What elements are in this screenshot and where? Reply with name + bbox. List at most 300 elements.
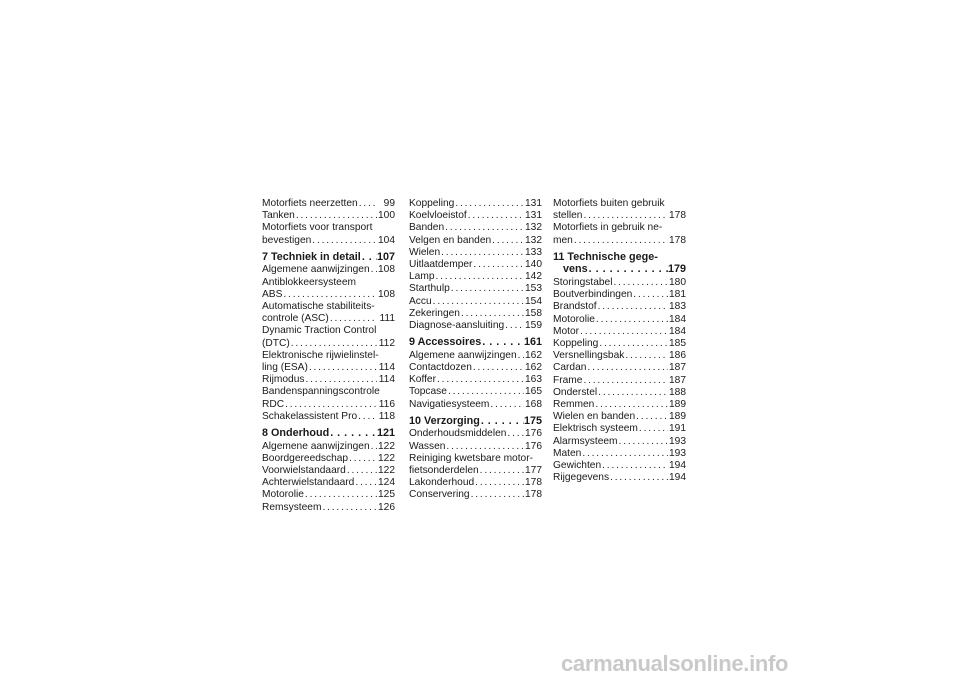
dot-leader (436, 374, 524, 386)
dot-leader (594, 399, 668, 411)
toc-entry[interactable] (409, 489, 542, 501)
dot-leader (346, 465, 377, 477)
toc-page-number: 162 (525, 349, 542, 361)
dot-leader (595, 314, 668, 326)
toc-entry-title: 7 Techniek in detail (262, 250, 361, 263)
toc-entry-title: Schakelassistent Pro (262, 410, 358, 422)
toc-column-3 (553, 198, 686, 484)
dot-leader (304, 489, 377, 501)
toc-entry[interactable] (262, 441, 395, 453)
toc-page-number: 104 (378, 234, 395, 246)
toc-entry-row (262, 338, 395, 350)
toc-page-number: 126 (378, 501, 395, 513)
toc-entry-title: Motorolie (262, 489, 304, 501)
dot-leader (304, 374, 377, 386)
toc-page-number: 121 (377, 427, 396, 440)
toc-page-number: 183 (669, 301, 686, 313)
toc-entry-row (409, 296, 542, 308)
toc-entry-title: Motorolie (553, 313, 595, 325)
toc-page-number: 187 (669, 362, 686, 374)
toc-entry-row (262, 210, 395, 222)
toc-entry-row (409, 271, 542, 283)
toc-entry[interactable] (553, 338, 686, 350)
toc-entry-row (262, 399, 395, 411)
toc-entry[interactable] (262, 210, 395, 222)
toc-entry[interactable] (262, 301, 395, 325)
toc-page-number: 194 (669, 460, 686, 472)
toc-entry[interactable] (262, 502, 395, 514)
toc-entry-title: vens (563, 263, 588, 276)
toc-page-number: 187 (669, 374, 686, 386)
toc-page-number: 178 (669, 234, 686, 246)
toc-entry-row (409, 489, 542, 501)
toc-entry-title: Boordgereedschap (262, 452, 349, 464)
toc-entry-title: Boutverbindingen (553, 289, 633, 301)
toc-entry-title: Algemene aanwijzingen (409, 349, 517, 361)
toc-entry-row (409, 350, 542, 362)
toc-entry[interactable] (409, 308, 542, 320)
toc-entry-row (409, 198, 542, 210)
toc-entry-row (553, 289, 686, 301)
toc-page-number: 125 (378, 489, 395, 501)
dot-leader (579, 326, 668, 338)
toc-entry-title: Starthulp (409, 283, 450, 295)
toc-page-number: 178 (669, 210, 686, 222)
toc-entry-title: Motorfiets neerzetten (262, 198, 358, 209)
toc-entry-title: Accu (409, 295, 432, 307)
toc-page-number: 153 (525, 283, 542, 295)
toc-entry-title: Rijgegevens (553, 472, 610, 484)
toc-entry-row (553, 338, 686, 350)
toc-entry-row (262, 465, 395, 477)
toc-entry[interactable] (409, 283, 542, 295)
dot-leader (582, 375, 668, 387)
dot-leader (311, 235, 377, 247)
toc-entry-row (262, 313, 395, 325)
toc-entry-title: Wielen (409, 246, 441, 258)
toc-entry-row (553, 277, 686, 289)
toc-entry[interactable] (409, 386, 542, 398)
toc-entry-text-line: Elektronische rijwielinstel- (262, 349, 379, 361)
toc-entry-title: Rijmodus (262, 374, 305, 386)
toc-entry-title: Diagnose-aansluiting (409, 320, 505, 332)
toc-entry[interactable] (553, 314, 686, 326)
toc-entry[interactable] (409, 441, 542, 453)
dot-leader (506, 428, 524, 440)
toc-section-heading[interactable] (262, 251, 395, 264)
toc-entry-text-line: Motorfiets voor transport (262, 222, 373, 234)
dot-leader (472, 259, 524, 271)
toc-entry-row (553, 411, 686, 423)
dot-leader (357, 411, 377, 423)
dot-leader (472, 362, 524, 374)
toc-entry-title: controle (ASC) (262, 313, 329, 325)
toc-entry-row (262, 235, 395, 247)
dot-leader (598, 338, 668, 350)
toc-page-number: 184 (669, 313, 686, 325)
watermark: carmanualsonline.info (561, 651, 789, 676)
toc-page-number: 194 (669, 472, 686, 484)
toc-entry-row (553, 263, 686, 276)
dot-leader (445, 441, 524, 453)
toc-page-number: 131 (525, 210, 542, 222)
toc-page-number: 186 (669, 350, 686, 362)
toc-entry[interactable] (409, 198, 542, 210)
toc-page-number: 177 (525, 465, 542, 477)
toc-entry[interactable] (262, 325, 395, 349)
toc-entry[interactable] (409, 247, 542, 259)
toc-entry[interactable] (553, 350, 686, 362)
dot-leader (358, 198, 377, 210)
toc-page-number: 179 (668, 263, 687, 276)
toc-entry-row (409, 247, 542, 259)
toc-entry[interactable] (553, 362, 686, 374)
toc-entry-row (409, 210, 542, 222)
toc-entry[interactable] (262, 264, 395, 276)
toc-entry-row (553, 301, 686, 313)
dot-leader (474, 477, 524, 489)
dot-leader (586, 362, 668, 374)
toc-entry-row (409, 465, 542, 477)
toc-entry[interactable] (553, 222, 686, 246)
toc-page-number: 132 (525, 234, 542, 246)
dot-leader (321, 502, 377, 514)
toc-entry-title: Koppeling (553, 338, 599, 350)
toc-entry-row (409, 259, 542, 271)
toc-entry[interactable] (553, 460, 686, 472)
toc-entry-title: Topcase (409, 386, 447, 398)
toc-entry[interactable] (262, 411, 395, 423)
toc-entry[interactable] (553, 399, 686, 411)
toc-entry-row (409, 415, 542, 428)
toc-entry-text-line: Dynamic Traction Control (262, 325, 377, 337)
dot-leader (440, 247, 524, 259)
toc-entry-row (409, 235, 542, 247)
toc-entry-text-line: Motorfiets in gebruik ne- (553, 222, 663, 234)
toc-entry[interactable] (262, 350, 395, 374)
toc-entry-row (409, 477, 542, 489)
toc-entry[interactable] (262, 222, 395, 246)
toc-page-number: 188 (669, 386, 686, 398)
toc-entry-row (409, 222, 542, 234)
toc-entry[interactable] (409, 259, 542, 271)
toc-entry-title: Brandstof (553, 301, 597, 313)
toc-entry[interactable] (409, 374, 542, 386)
toc-entry-row (553, 399, 686, 411)
toc-entry-title: Maten (553, 447, 582, 459)
toc-entry[interactable] (409, 222, 542, 234)
dot-leader (481, 336, 524, 349)
toc-page-number: 193 (669, 435, 686, 447)
toc-page-number: 176 (525, 428, 542, 440)
toc-entry[interactable] (553, 277, 686, 289)
toc-entry-title: (DTC) (262, 337, 290, 349)
toc-entry[interactable] (262, 277, 395, 301)
dot-leader (601, 460, 668, 472)
dot-leader (467, 210, 524, 222)
toc-entry-row (409, 374, 542, 386)
dot-leader (295, 210, 377, 222)
toc-entry-title: Storingstabel (553, 277, 613, 288)
toc-page-number: 161 (524, 336, 543, 349)
toc-entry-title: Alarmsysteem (553, 435, 618, 447)
toc-section-heading[interactable] (409, 336, 542, 349)
dot-leader (447, 386, 524, 398)
toc-page-number: 131 (525, 198, 542, 209)
toc-entry-row (262, 427, 395, 440)
toc-entry[interactable] (409, 362, 542, 374)
toc-entry-row (262, 289, 395, 301)
toc-entry[interactable] (409, 350, 542, 362)
dot-leader (290, 338, 377, 350)
dot-leader (348, 453, 377, 465)
toc-entry[interactable] (553, 301, 686, 313)
toc-entry[interactable] (262, 465, 395, 477)
toc-page-number: 189 (669, 411, 686, 423)
toc-entry-title: ABS (262, 288, 283, 300)
toc-entry[interactable] (553, 198, 686, 222)
toc-entry[interactable] (553, 375, 686, 387)
dot-leader (444, 222, 524, 234)
toc-entry-title: Koffer (409, 374, 436, 386)
dot-leader (581, 448, 668, 460)
toc-entry-title: Algemene aanwijzingen (262, 440, 370, 452)
dot-leader (284, 399, 377, 411)
toc-page-number: 133 (525, 246, 542, 258)
toc-entry[interactable] (553, 411, 686, 423)
dot-leader (354, 477, 377, 489)
dot-leader (480, 415, 524, 428)
toc-page-number: 180 (669, 277, 686, 288)
toc-page-number: 184 (669, 325, 686, 337)
toc-entry-row (553, 375, 686, 387)
toc-entry-text-line: Antiblokkeersysteem (262, 276, 356, 288)
toc-page-number: 114 (378, 374, 395, 386)
toc-page-number: 142 (525, 271, 542, 283)
toc-page-number: 178 (525, 477, 542, 489)
toc-entry[interactable] (409, 271, 542, 283)
toc-entry-row (409, 399, 542, 411)
toc-entry-title: Gewichten (553, 460, 602, 472)
toc-entry-row (409, 336, 542, 349)
toc-entry-row (553, 210, 686, 222)
dot-leader (588, 263, 668, 276)
toc-entry[interactable] (409, 453, 542, 477)
toc-entry-row (262, 441, 395, 453)
toc-page-number: 108 (378, 288, 395, 300)
toc-entry-row (553, 436, 686, 448)
toc-entry[interactable] (553, 472, 686, 484)
toc-page-number: 107 (377, 250, 396, 263)
dot-leader (432, 296, 524, 308)
toc-entry[interactable] (409, 235, 542, 247)
toc-entry[interactable] (262, 386, 395, 410)
toc-entry[interactable] (262, 489, 395, 501)
toc-entry-row (262, 251, 395, 264)
toc-page-number: 122 (378, 452, 395, 464)
toc-entry-row (262, 411, 395, 423)
dot-leader (624, 350, 668, 362)
dot-leader (434, 271, 524, 283)
toc-page-number: 100 (378, 210, 395, 222)
toc-entry-row (553, 460, 686, 472)
dot-leader (638, 423, 668, 435)
toc-entry-title: Lakonderhoud (409, 477, 475, 489)
toc-entry-text-line: Motorfiets buiten gebruik (553, 198, 665, 209)
toc-entry[interactable] (553, 423, 686, 435)
toc-entry-title: ling (ESA) (262, 362, 308, 374)
dot-leader (329, 313, 377, 325)
toc-entry-title: Achterwielstandaard (262, 477, 355, 489)
toc-page-number: 111 (379, 313, 395, 325)
dot-leader (370, 441, 377, 453)
dot-leader (582, 210, 668, 222)
toc-page-number: 124 (378, 477, 395, 489)
toc-entry-title: Elektrisch systeem (553, 423, 638, 435)
toc-section-heading[interactable] (409, 415, 542, 428)
toc-page-number: 189 (669, 399, 686, 411)
toc-entry-row (409, 428, 542, 440)
toc-page-number: 162 (525, 362, 542, 374)
toc-column-1 (262, 198, 395, 514)
toc-page-number: 118 (378, 410, 395, 422)
toc-entry-title: Algemene aanwijzingen (262, 264, 370, 276)
dot-leader (460, 308, 524, 320)
toc-entry-title: Tanken (262, 210, 295, 222)
toc-page-number: 99 (383, 198, 395, 209)
toc-entry-title: 8 Onderhoud (262, 427, 330, 440)
toc-entry-title: Navigatiesysteem (409, 398, 490, 410)
toc-entry[interactable] (262, 453, 395, 465)
toc-page-number: 181 (669, 289, 686, 301)
toc-entry-title: Uitlaatdemper (409, 259, 473, 271)
toc-section-heading[interactable] (553, 251, 686, 276)
toc-entry-title: Zekeringen (409, 307, 460, 319)
toc-page-number: 165 (525, 386, 542, 398)
toc-entry[interactable] (262, 374, 395, 386)
toc-entry[interactable] (553, 289, 686, 301)
toc-entry[interactable] (409, 296, 542, 308)
toc-entry[interactable] (553, 387, 686, 399)
toc-page-number: 158 (525, 307, 542, 319)
toc-entry[interactable] (409, 477, 542, 489)
toc-entry-title: Remsysteem (262, 501, 322, 513)
toc-entry-row (262, 264, 395, 276)
toc-entry-row (409, 441, 542, 453)
toc-entry-title: Onderstel (553, 386, 598, 398)
toc-entry-title: Velgen en banden (409, 234, 492, 246)
toc-entry-row (409, 308, 542, 320)
toc-page-number: 175 (524, 414, 543, 427)
dot-leader (504, 320, 524, 332)
dot-leader (329, 427, 377, 440)
dot-leader (635, 411, 668, 423)
toc-entry-text-line: 11 Technische gege- (553, 250, 658, 263)
dot-leader (282, 289, 377, 301)
toc-entry[interactable] (262, 477, 395, 489)
toc-page-number: 176 (525, 440, 542, 452)
toc-page-number: 116 (378, 398, 395, 410)
toc-entry-title: Wielen en banden (553, 411, 636, 423)
toc-entry-row (262, 477, 395, 489)
toc-entry-title: Versnellingsbak (553, 350, 625, 362)
toc-entry-title: Conservering (409, 489, 470, 501)
toc-entry-title: Contactdozen (409, 362, 472, 374)
dot-leader (470, 489, 524, 501)
toc-entry[interactable] (409, 428, 542, 440)
toc-page-number: 122 (378, 465, 395, 477)
toc-entry-title: Koelvloeistof (409, 210, 467, 222)
toc-entry-row (553, 472, 686, 484)
toc-page-number: 163 (525, 374, 542, 386)
toc-entry-title: Onderhoudsmiddelen (409, 428, 507, 440)
toc-page-number: 114 (378, 362, 395, 374)
dot-leader (308, 362, 377, 374)
toc-entry-title: Frame (553, 374, 583, 386)
toc-entry-row (553, 235, 686, 247)
toc-entry-title: Remmen (553, 399, 595, 411)
dot-leader (597, 301, 668, 313)
toc-entry-row (409, 283, 542, 295)
toc-entry[interactable] (262, 198, 395, 210)
toc-page-number: 122 (378, 440, 395, 452)
toc-section-heading[interactable] (262, 427, 395, 440)
toc-entry-row (409, 386, 542, 398)
toc-entry-text-line: Bandenspanningscontrole (262, 386, 380, 398)
toc-column-2 (409, 198, 542, 502)
dot-leader (632, 289, 668, 301)
toc-page-number: 185 (669, 338, 686, 350)
toc-entry-title: 10 Verzorging (409, 414, 480, 427)
toc-entry[interactable] (409, 210, 542, 222)
toc-entry-title: Cardan (553, 362, 587, 374)
dot-leader (454, 198, 524, 210)
toc-entry-title: bevestigen (262, 234, 312, 246)
toc-entry-title: men (553, 234, 573, 246)
toc-page-number: 168 (525, 398, 542, 410)
toc-entry[interactable] (409, 320, 542, 332)
toc-entry-title: Koppeling (409, 198, 455, 209)
toc-entry-row (409, 362, 542, 374)
dot-leader (609, 472, 668, 484)
toc-entry-row (553, 362, 686, 374)
dot-leader (450, 283, 524, 295)
toc-entry-title: Lamp (409, 271, 435, 283)
toc-entry-row (262, 453, 395, 465)
toc-entry-row (262, 502, 395, 514)
dot-leader (370, 264, 377, 276)
toc-entry-row (409, 320, 542, 332)
toc-page-number: 191 (669, 423, 686, 435)
toc-entry-title: 9 Accessoires (409, 336, 482, 349)
toc-entry[interactable] (553, 436, 686, 448)
toc-entry-text-line: Automatische stabiliteits- (262, 301, 375, 313)
toc-entry-row (553, 448, 686, 460)
toc-entry-title: stellen (553, 210, 583, 222)
toc-entry-row (262, 362, 395, 374)
toc-entry[interactable] (409, 399, 542, 411)
dot-leader (597, 387, 668, 399)
toc-entry-row (262, 374, 395, 386)
dot-leader (489, 399, 524, 411)
toc-entry-title: Voorwielstandaard (262, 465, 346, 477)
toc-entry-title: Motor (553, 325, 580, 337)
toc-entry-row (262, 198, 395, 210)
toc-page-number: 132 (525, 222, 542, 234)
toc-entry[interactable] (553, 448, 686, 460)
toc-entry[interactable] (553, 326, 686, 338)
toc-page-number: 140 (525, 259, 542, 271)
